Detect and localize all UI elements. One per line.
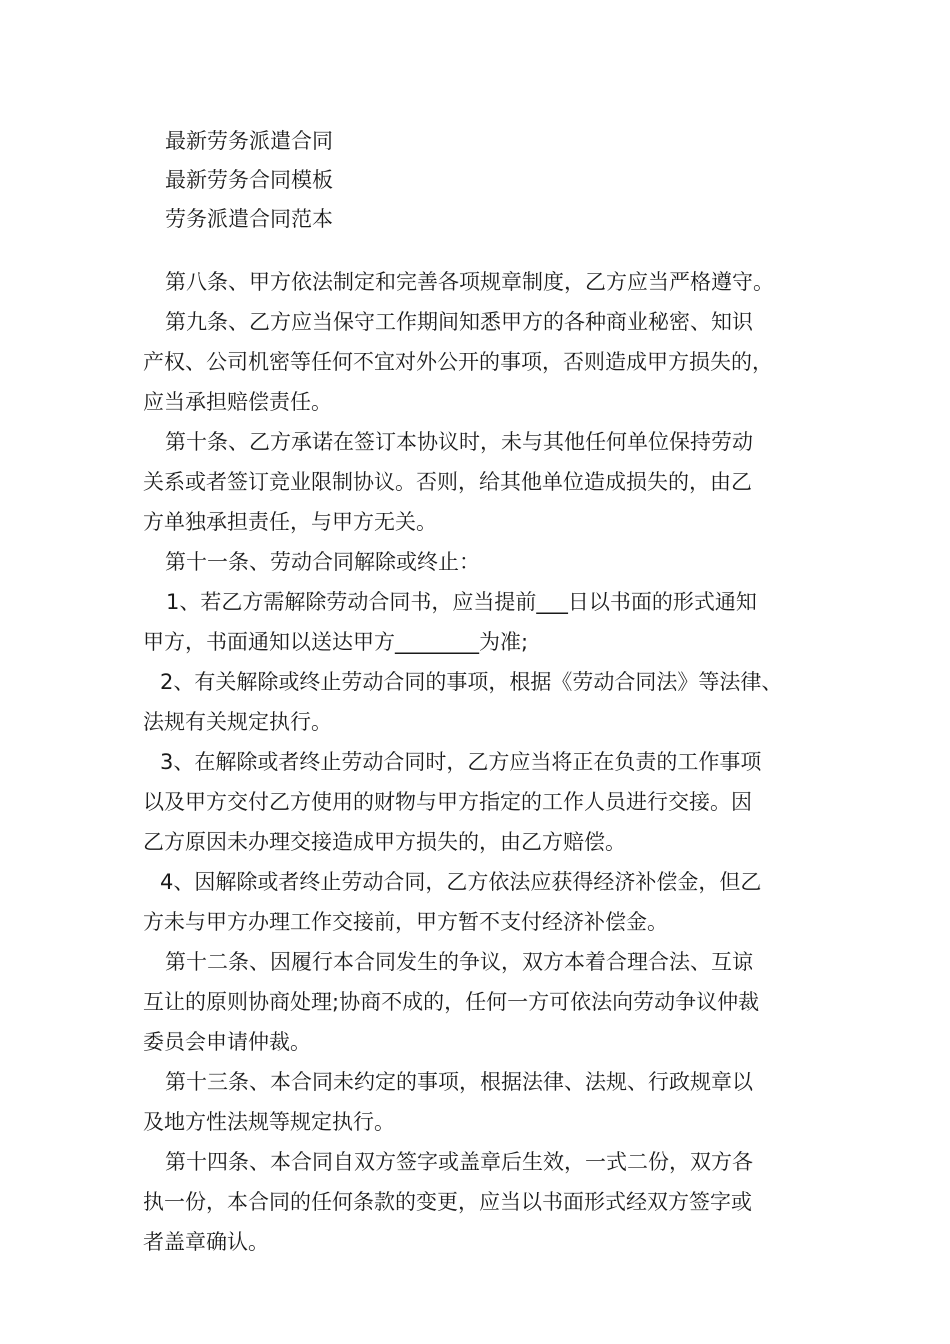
contract-body: [143, 262, 823, 1262]
article-10-line: 关系或者签订竞业限制协议。否则，给其他单位造成损失的，由乙: [143, 470, 752, 494]
clause-3-line: 乙方原因未办理交接造成甲方损失的，由乙方赔偿。: [143, 830, 626, 854]
article-14-line: 者盖章确认。: [143, 1230, 269, 1254]
article-9-line: 第九条、乙方应当保守工作期间知悉甲方的各种商业秘密、知识: [165, 310, 753, 334]
article-9-line: 产权、公司机密等任何不宜对外公开的事项，否则造成甲方损失的，: [143, 350, 773, 374]
clause-2-line: 2、有关解除或终止劳动合同的事项，根据《劳动合同法》等法律、: [160, 670, 783, 694]
clause-1-line: 甲方，书面通知以送达甲方________为准;: [143, 630, 529, 654]
article-9-line: 应当承担赔偿责任。: [143, 390, 332, 414]
article-11-heading: 第十一条、劳动合同解除或终止：: [165, 550, 480, 574]
clause-3-line: 以及甲方交付乙方使用的财物与甲方指定的工作人员进行交接。因: [143, 790, 752, 814]
article-13-line: 及地方性法规等规定执行。: [143, 1110, 395, 1134]
article-12-line: 委员会申请仲裁。: [143, 1030, 311, 1054]
related-link-dispatch-contract-sample[interactable]: 劳务派遣合同范本: [165, 207, 333, 231]
article-12-line: 互让的原则协商处理;协商不成的，任何一方可依法向劳动争议仲裁: [143, 990, 760, 1014]
article-10-line: 第十条、乙方承诺在签订本协议时，未与其他任何单位保持劳动: [165, 430, 753, 454]
article-14-line: 执一份，本合同的任何条款的变更，应当以书面形式经双方签字或: [143, 1190, 752, 1214]
clause-4-line: 4、因解除或者终止劳动合同，乙方依法应获得经济补偿金，但乙: [160, 870, 762, 894]
clause-4-line: 方未与甲方办理工作交接前，甲方暂不支付经济补偿金。: [143, 910, 668, 934]
article-10-line: 方单独承担责任，与甲方无关。: [143, 510, 437, 534]
article-12-line: 第十二条、因履行本合同发生的争议，双方本着合理合法、互谅: [165, 950, 753, 974]
clause-1-line: 1、若乙方需解除劳动合同书，应当提前___日以书面的形式通知: [166, 590, 757, 614]
related-link-labor-contract-template[interactable]: 最新劳务合同模板: [165, 168, 333, 192]
clause-2-line: 法规有关规定执行。: [143, 710, 332, 734]
clause-3-line: 3、在解除或者终止劳动合同时，乙方应当将正在负责的工作事项: [160, 750, 762, 774]
article-8-line: 第八条、甲方依法制定和完善各项规章制度，乙方应当严格遵守。: [165, 270, 774, 294]
article-13-line: 第十三条、本合同未约定的事项，根据法律、法规、行政规章以: [165, 1070, 753, 1094]
related-link-labor-dispatch-contract[interactable]: 最新劳务派遣合同: [165, 129, 333, 153]
article-14-line: 第十四条、本合同自双方签字或盖章后生效，一式二份，双方各: [165, 1150, 753, 1174]
related-links: [165, 122, 333, 239]
